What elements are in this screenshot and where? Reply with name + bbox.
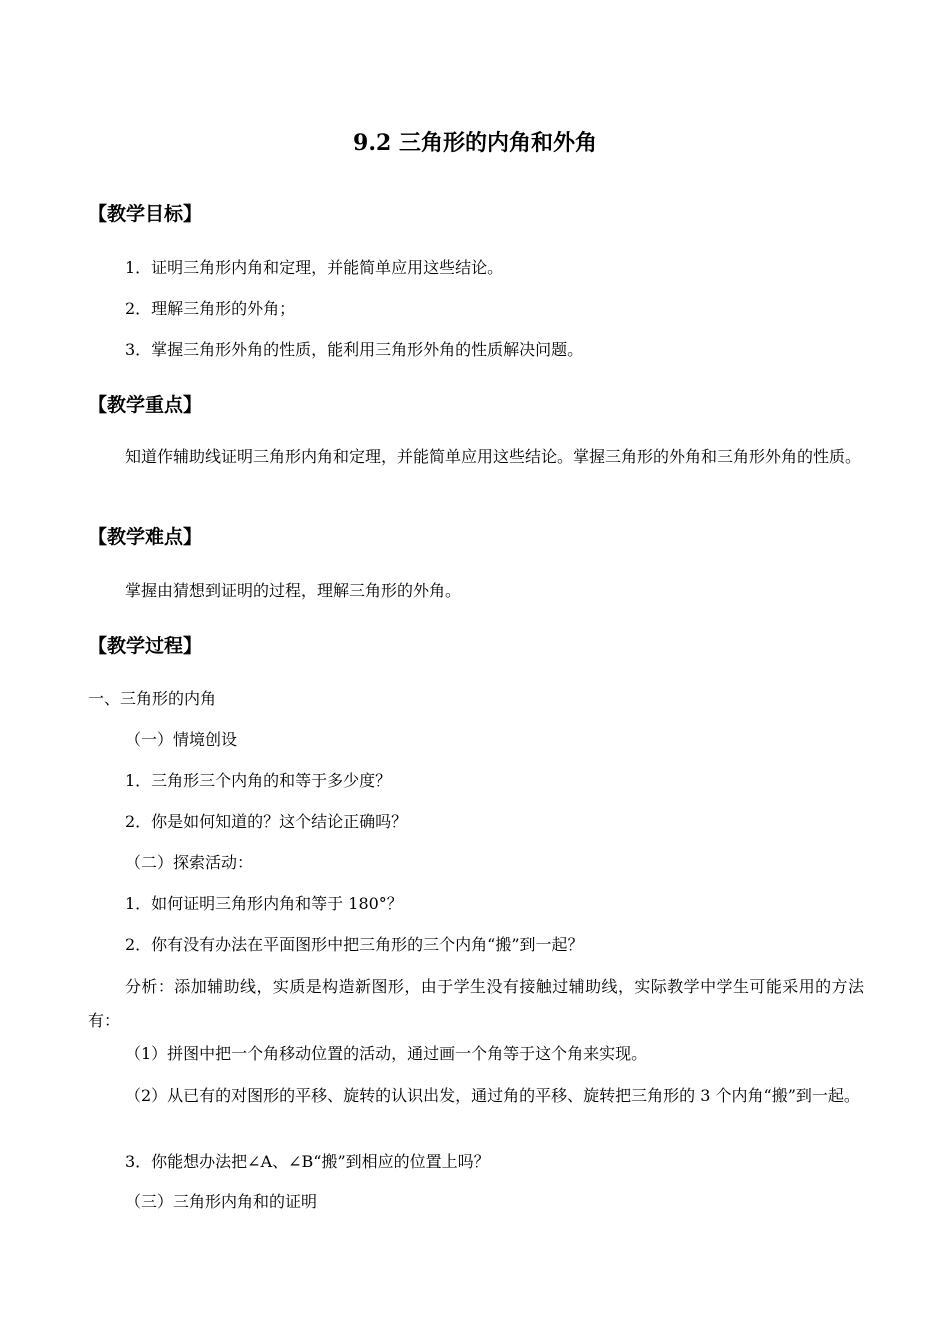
process-subsection: （一）情境创设 <box>125 730 238 749</box>
objective-item: 2．理解三角形的外角； <box>125 299 296 318</box>
heading-objectives: 【教学目标】 <box>88 203 203 225</box>
process-subsection: （二）探索活动： <box>125 853 254 872</box>
process-activity: 1．如何证明三角形内角和等于 180°？ <box>125 894 403 913</box>
method-item: （1）拼图中把一个角移动位置的活动，通过画一个角等于这个角来实现。 <box>125 1044 648 1063</box>
method-item: （2）从已有的对图形的平移、旋转的认识出发，通过角的平移、旋转把三角形的 3 个内角“搬”到一起。 <box>125 1086 860 1105</box>
process-activity: 2．你有没有办法在平面图形中把三角形的三个内角“搬”到一起？ <box>125 935 584 954</box>
analysis-paragraph: 分析：添加辅助线，实质是构造新图形，由于学生没有接触过辅助线，实际教学中学生可能采用的方法有： <box>88 977 864 1030</box>
difficulties-paragraph: 掌握由猜想到证明的过程，理解三角形的外角。 <box>125 581 462 600</box>
heading-key-points: 【教学重点】 <box>88 394 203 416</box>
heading-difficulties: 【教学难点】 <box>88 526 203 548</box>
process-part-one: 一、三角形的内角 <box>88 689 217 708</box>
process-subsection: （三）三角形内角和的证明 <box>125 1192 318 1211</box>
objective-item: 1．证明三角形内角和定理，并能简单应用这些结论。 <box>125 258 504 277</box>
key-points-paragraph: 知道作辅助线证明三角形内角和定理，并能简单应用这些结论。掌握三角形的外角和三角形外角的性质。 <box>125 447 862 466</box>
process-question: 2．你是如何知道的？这个结论正确吗？ <box>125 812 408 831</box>
objective-item: 3．掌握三角形外角的性质，能利用三角形外角的性质解决问题。 <box>125 340 584 359</box>
process-question: 1．三角形三个内角的和等于多少度？ <box>125 771 392 790</box>
process-activity: 3．你能想办法把∠A、∠B“搬”到相应的位置上吗？ <box>125 1152 490 1171</box>
heading-process: 【教学过程】 <box>88 635 203 657</box>
document-title: 9.2 三角形的内角和外角 <box>353 130 597 156</box>
